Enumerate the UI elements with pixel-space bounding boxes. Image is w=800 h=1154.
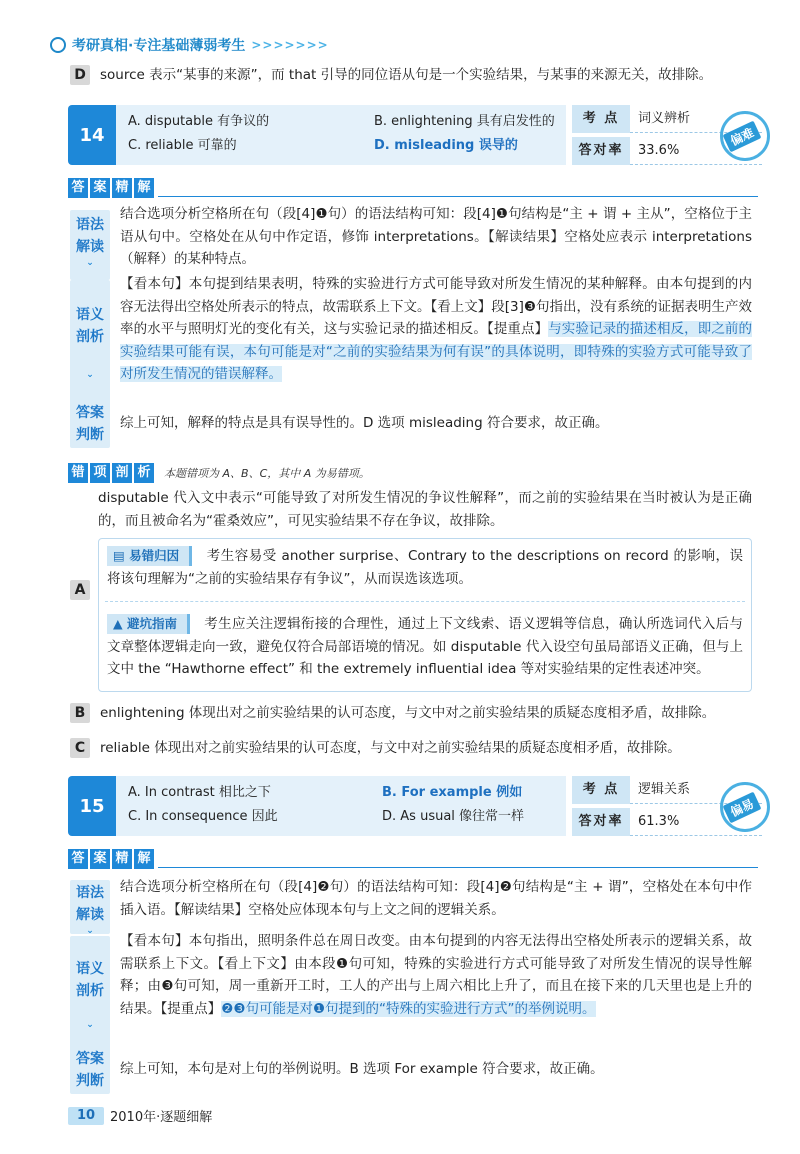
- question-options: [116, 105, 566, 165]
- grammar-paragraph: 结合选项分析空格所在句（段[4]❷句）的语法结构可知：段[4]❷句结构是“主 + 谓”，空格处在本句中作插入语。【解读结果】空格处应体现本句与上文之间的逻辑关系。: [120, 879, 752, 918]
- section-char: 精: [112, 178, 132, 198]
- page-header: [50, 34, 329, 56]
- question-info: [572, 776, 762, 836]
- section-char: 解: [134, 849, 154, 869]
- info-key-rate: 答对率: [572, 808, 630, 836]
- chevron-down-icon: ⌄: [86, 1020, 94, 1030]
- top-option-d: [70, 64, 770, 86]
- question-number: 14: [68, 105, 116, 165]
- section-char: 析: [134, 463, 154, 483]
- section-char: 答: [68, 178, 88, 198]
- option-text: enlightening 体现出对之前实验结果的认可态度，与文中对之前实验结果的质疑态度相矛盾，故排除。: [100, 705, 716, 721]
- label-line: 答案: [76, 405, 104, 421]
- warning-icon: ▲: [113, 616, 127, 631]
- option-text: reliable 体现出对之前实验结果的认可态度，与文中对之前实验结果的质疑态度相矛盾，故排除。: [100, 740, 681, 756]
- section-title-error-analysis: [68, 463, 370, 483]
- page-footer: [68, 1106, 212, 1125]
- option-b-correct: B. For example 例如: [382, 785, 523, 800]
- answer-label: [70, 1046, 110, 1094]
- info-val-rate: 33.6%: [630, 137, 762, 165]
- semantic-paragraph: [120, 930, 752, 1020]
- question-14-card: [68, 105, 768, 165]
- label-line: 剖析: [76, 983, 104, 999]
- semantic-emphasis: ❷❸句可能是对❶句提到的“特殊的实验进行方式”的举例说明。: [221, 1000, 596, 1017]
- error-a-paragraph: disputable 代入文中表示“可能导致了对所发生情况的争议性解释”，而之前的实验结果在当时被认为是正确的，而且被命名为“霍桑效应”，可见实验结果不存在争议，故排除。: [98, 490, 752, 529]
- error-tip-box: [98, 538, 752, 692]
- answer-paragraph: 综上可知，本句是对上句的举例说明。B 选项 For example 符合要求，故正确。: [120, 1061, 604, 1077]
- tip-2-text: 考生应关注逻辑衔接的合理性，通过上下文线索、语义逻辑等信息，确认所选词代入后与文章整体逻辑走向一致，避免仅符合局部语境的情况。如 disputable 代入设空句虽局部语义正确，但与上文中 the “Hawthorne effect” 和 the extremely influential idea 等对实验结果的定性表述冲突。: [107, 616, 743, 677]
- option-d-correct: D. misleading 误导的: [374, 138, 518, 153]
- brand-logo-icon: [50, 37, 66, 53]
- option-a: A. In contrast 相比之下: [128, 785, 271, 800]
- tag-label: 易错归因: [129, 548, 180, 563]
- chevron-down-icon: ⌄: [86, 258, 94, 268]
- option-d: D. As usual 像往常一样: [382, 809, 525, 824]
- section-char: 错: [68, 463, 88, 483]
- error-option-c: [70, 737, 770, 759]
- label-line: 语法: [76, 217, 104, 233]
- tip-2: [107, 613, 743, 681]
- brand-title: 考研真相·专注基础薄弱考生: [72, 38, 246, 54]
- semantic-emphasis: 与实验记录的描述相反，即之前的实验结果可能有误，本句可能是对“之前的实验结果为何有误”的具体说明，即特殊的实验方式可能导致了对所发生情况的错误解释。: [120, 321, 753, 382]
- semantic-text: 【看本句】本句提到结果表明，特殊的实验进行方式可能导致对所发生情况的某种解释。由本句提到的内容无法得出空格处所表示的特点，故需联系上下文。【看上文】段[3]❸句指出，没有系统的证据表明生产效率的水平与照明灯光的变化有关，这与实验记录的描述相反。【提重点】: [120, 276, 752, 337]
- notes-icon: ▤: [113, 548, 130, 563]
- footer-title: 2010年·逐题细解: [110, 1110, 213, 1125]
- option-letter: D: [70, 65, 90, 85]
- section-char: 项: [90, 463, 110, 483]
- difficulty-label: 偏易: [723, 792, 762, 824]
- question-options: [116, 776, 566, 836]
- label-line: 答案: [76, 1051, 104, 1067]
- label-line: 语义: [76, 307, 104, 323]
- question-info: [572, 105, 762, 165]
- option-c: C. reliable 可靠的: [128, 138, 237, 153]
- label-line: 剖析: [76, 329, 104, 345]
- info-val-rate: 61.3%: [630, 808, 762, 836]
- question-15-card: [68, 776, 768, 836]
- section-rule: [158, 196, 758, 197]
- answer-paragraph: 综上可知，解释的特点是具有误导性的。D 选项 misleading 符合要求，故正确。: [120, 415, 609, 431]
- section-char: 案: [90, 178, 110, 198]
- error-letter-a: A: [70, 580, 90, 600]
- tag-error-cause: [107, 546, 192, 566]
- grammar-label: [70, 210, 110, 280]
- section-char: 解: [134, 178, 154, 198]
- info-key-topic: 考 点: [572, 105, 630, 133]
- section-char: 答: [68, 849, 88, 869]
- info-key-topic: 考 点: [572, 776, 630, 804]
- section-note: 本题错项为 A、B、C，其中 A 为易错项。: [164, 467, 370, 480]
- label-line: 判断: [76, 427, 104, 443]
- tag-avoid-pitfall: [107, 614, 190, 634]
- semantic-paragraph: [120, 273, 752, 386]
- difficulty-label: 偏难: [723, 121, 762, 153]
- option-a: A. disputable 有争议的: [128, 114, 270, 129]
- section-char: 剖: [112, 463, 132, 483]
- difficulty-stamp-icon: [720, 111, 770, 161]
- label-line: 语法: [76, 885, 104, 901]
- tip-1: [107, 545, 743, 590]
- semantic-label: [70, 280, 110, 414]
- section-rule: [158, 867, 758, 868]
- label-line: 语义: [76, 961, 104, 977]
- arrows-decoration: >>>>>>>: [251, 38, 329, 52]
- option-c: C. In consequence 因此: [128, 809, 278, 824]
- label-line: 判断: [76, 1073, 104, 1089]
- info-key-rate: 答对率: [572, 137, 630, 165]
- semantic-text: 【看本句】本句指出，照明条件总在周日改变。由本句提到的内容无法得出空格处所表示的逻辑关系，故需联系上下文。【看上下文】由本段❶句可知，特殊的实验进行方式可能导致了对所发生情况的误导性解释；由❸句可知，周一重新开工时，工人的产出与上周六相比上升了，而且在接下来的几天里也是上升的结果。【提重点】: [120, 933, 752, 1017]
- question-number: 15: [68, 776, 116, 836]
- answer-label: [70, 400, 110, 448]
- tip-1-text: 考生容易受 another surprise、Contrary to the descriptions on record 的影响，误将该句理解为“之前的实验结果存有争议”，从而误选该选项。: [107, 548, 743, 587]
- chevron-down-icon: ⌄: [86, 926, 94, 936]
- tag-label: 避坑指南: [126, 616, 177, 631]
- tip-divider: [105, 601, 745, 602]
- difficulty-stamp-icon: [720, 782, 770, 832]
- section-char: 精: [112, 849, 132, 869]
- label-line: 解读: [76, 907, 104, 923]
- info-val-topic: 逻辑关系: [630, 776, 762, 804]
- grammar-label: [70, 880, 110, 934]
- label-line: 解读: [76, 239, 104, 255]
- option-b: B. enlightening 具有启发性的: [374, 114, 555, 129]
- semantic-label: [70, 936, 110, 1056]
- page-number: 10: [68, 1107, 104, 1125]
- option-letter: C: [70, 738, 90, 758]
- section-title-answer-analysis: [68, 849, 156, 869]
- option-text: source 表示“某事的来源”，而 that 引导的同位语从句是一个实验结果，与某事的来源无关，故排除。: [100, 67, 713, 83]
- section-char: 案: [90, 849, 110, 869]
- info-val-topic: 词义辨析: [630, 105, 762, 133]
- chevron-down-icon: ⌄: [86, 370, 94, 380]
- option-letter: B: [70, 703, 90, 723]
- error-option-b: [70, 702, 770, 724]
- grammar-paragraph: 结合选项分析空格所在句（段[4]❶句）的语法结构可知：段[4]❶句结构是“主 + 谓 + 主从”，空格位于主语从句中。空格处在从句中作定语，修饰 interpretations。【解读结果】空格处应表示 interpretations（解释）的某种特点。: [120, 206, 752, 267]
- section-title-answer-analysis: [68, 178, 156, 198]
